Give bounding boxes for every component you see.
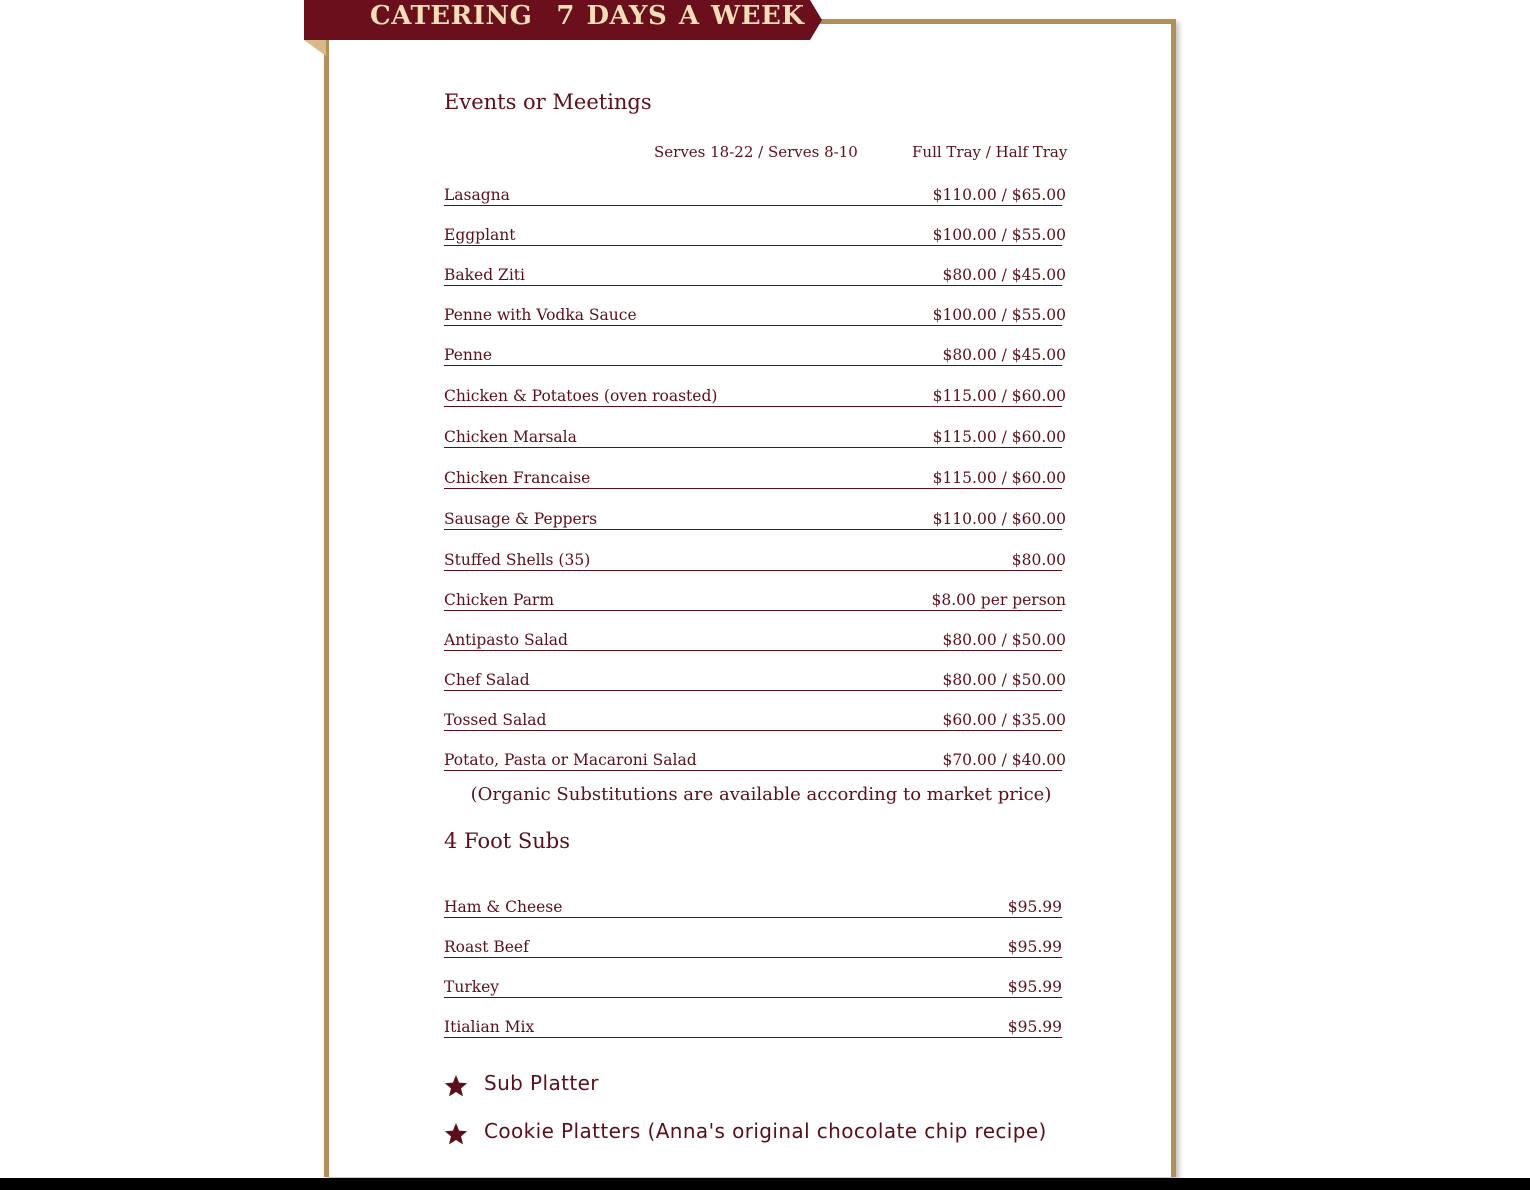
menu-item-name: Antipasto Salad: [444, 631, 568, 649]
menu-item-price: $80.00 / $50.00: [942, 671, 1066, 689]
menu-item-price: $80.00: [1011, 551, 1066, 569]
star-icon: [444, 1074, 468, 1098]
sub-item-price: $95.99: [1007, 898, 1062, 916]
menu-item-price: $80.00 / $45.00: [942, 346, 1066, 364]
menu-item-name: Eggplant: [444, 226, 516, 244]
menu-item-price: $80.00 / $45.00: [942, 266, 1066, 284]
organic-note: (Organic Substitutions are available according to market price): [470, 784, 1052, 805]
menu-row: [444, 219, 1066, 246]
sub-item-name: Ham & Cheese: [444, 898, 563, 916]
menu-row: [444, 544, 1066, 571]
menu-item-price: $100.00 / $55.00: [932, 226, 1066, 244]
header-ribbon: [304, 0, 824, 40]
menu-item-price: $110.00 / $60.00: [932, 510, 1066, 528]
menu-item-name: Chicken & Potatoes (oven roasted): [444, 387, 718, 405]
menu-row: [444, 259, 1066, 286]
menu-item-name: Chicken Marsala: [444, 428, 577, 446]
menu-item-name: Chef Salad: [444, 671, 530, 689]
menu-item-price: $110.00 / $65.00: [932, 186, 1066, 204]
sub-item-price: $95.99: [1007, 978, 1062, 996]
menu-row: [444, 744, 1066, 771]
menu-row: [444, 299, 1066, 326]
menu-item-name: Potato, Pasta or Macaroni Salad: [444, 751, 697, 769]
sub-row: [444, 971, 1062, 998]
star-icon: [444, 1122, 468, 1146]
menu-row: [444, 704, 1066, 731]
events-title: Events or Meetings: [444, 90, 652, 114]
sub-item-price: $95.99: [1007, 1018, 1062, 1036]
menu-row: [444, 462, 1066, 489]
menu-item-name: Penne with Vodka Sauce: [444, 306, 637, 324]
menu-item-price: $115.00 / $60.00: [932, 469, 1066, 487]
sub-row: [444, 891, 1062, 918]
sub-item-name: Turkey: [444, 978, 500, 996]
sub-row: [444, 1011, 1062, 1038]
menu-item-name: Chicken Parm: [444, 591, 555, 609]
menu-item-name: Sausage & Peppers: [444, 510, 598, 528]
menu-item-name: Penne: [444, 346, 493, 364]
menu-item-name: Tossed Salad: [444, 711, 547, 729]
ribbon-title: [370, 0, 804, 38]
menu-row: [444, 624, 1066, 651]
subs-title: 4 Foot Subs: [444, 829, 570, 853]
menu-item-price: $100.00 / $55.00: [932, 306, 1066, 324]
menu-row: [444, 584, 1066, 611]
menu-item-price: $60.00 / $35.00: [942, 711, 1066, 729]
sub-row: [444, 931, 1062, 958]
menu-row: [444, 179, 1066, 206]
ribbon-title-days: 7 DAYS A WEEK: [556, 1, 805, 31]
column-heading-serves: Serves 18-22 / Serves 8-10: [654, 143, 858, 161]
sub-item-name: Itialian Mix: [444, 1018, 535, 1036]
menu-row: [444, 503, 1066, 530]
menu-item-price: $115.00 / $60.00: [932, 428, 1066, 446]
menu-item-price: $70.00 / $40.00: [942, 751, 1066, 769]
menu-row: [444, 421, 1066, 448]
menu-row: [444, 339, 1066, 366]
menu-item-name: Baked Ziti: [444, 266, 525, 284]
menu-item-price: $80.00 / $50.00: [942, 631, 1066, 649]
menu-item-name: Chicken Francaise: [444, 469, 591, 487]
extra-item-label: Cookie Platters (Anna's original chocolate chip recipe): [484, 1119, 1047, 1143]
extra-item-label: Sub Platter: [484, 1071, 599, 1095]
menu-item-name: Stuffed Shells (35): [444, 551, 591, 569]
sub-item-price: $95.99: [1007, 938, 1062, 956]
sub-item-name: Roast Beef: [444, 938, 529, 956]
menu-item-price: $115.00 / $60.00: [932, 387, 1066, 405]
menu-item-price: $8.00 per person: [931, 591, 1066, 609]
ribbon-title-catering: CATERING: [370, 1, 533, 31]
bottom-bar: [0, 1178, 1530, 1190]
menu-row: [444, 664, 1066, 691]
menu-item-name: Lasagna: [444, 186, 510, 204]
menu-row: [444, 380, 1066, 407]
column-heading-tray: Full Tray / Half Tray: [912, 143, 1068, 161]
